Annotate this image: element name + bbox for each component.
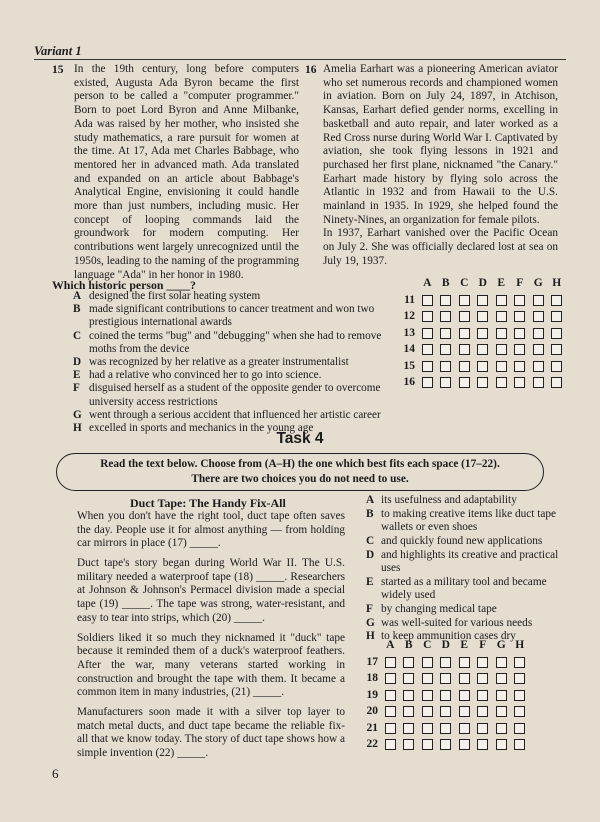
duct-paragraph-1: When you don't have the right tool, duct tape often saves the day. People use it for almost anything — from holding car mirrors in place (17) _____. xyxy=(77,510,345,550)
answer-checkbox[interactable] xyxy=(403,706,414,717)
answer-checkbox[interactable] xyxy=(422,361,433,372)
answer-checkbox[interactable] xyxy=(459,328,470,339)
grid-row xyxy=(358,687,529,704)
answer-checkbox[interactable] xyxy=(533,295,544,306)
answer-checkbox[interactable] xyxy=(514,328,525,339)
grid-column-letter: C xyxy=(460,277,469,290)
grid-column-letter: F xyxy=(516,277,524,290)
text-title: Duct Tape: The Handy Fix-All xyxy=(130,496,286,510)
grid-column-letter: A xyxy=(386,639,395,652)
answer-checkbox[interactable] xyxy=(422,295,433,306)
answer-checkbox[interactable] xyxy=(533,328,544,339)
answer-checkbox[interactable] xyxy=(385,657,396,668)
answer-checkbox[interactable] xyxy=(551,361,562,372)
answer-checkbox[interactable] xyxy=(514,723,525,734)
answer-checkbox[interactable] xyxy=(477,657,488,668)
answer-checkbox[interactable] xyxy=(496,723,507,734)
answer-checkbox[interactable] xyxy=(440,673,451,684)
choice-text: by changing medical tape xyxy=(381,602,497,615)
option-text: designed the first solar heating system xyxy=(89,290,261,302)
choice-text: started as a military tool and became widely used xyxy=(381,575,547,602)
choice-letter: A xyxy=(366,494,375,506)
answer-grid-17-22 xyxy=(358,637,529,753)
answer-checkbox[interactable] xyxy=(514,295,525,306)
answer-checkbox[interactable] xyxy=(496,377,507,388)
answer-checkbox[interactable] xyxy=(422,723,433,734)
grid-column-letter: H xyxy=(515,639,525,652)
answer-checkbox[interactable] xyxy=(496,706,507,717)
choice-text: and quickly found new applications xyxy=(381,534,543,547)
option-letter: C xyxy=(73,329,82,342)
grid-column-letter: D xyxy=(441,639,450,652)
answer-checkbox[interactable] xyxy=(422,377,433,388)
answer-checkbox[interactable] xyxy=(440,739,451,750)
answer-checkbox[interactable] xyxy=(385,673,396,684)
grid-corner xyxy=(358,637,381,654)
answer-checkbox[interactable] xyxy=(496,344,507,355)
answer-checkbox[interactable] xyxy=(422,344,433,355)
question-option xyxy=(75,290,395,303)
answer-checkbox[interactable] xyxy=(477,706,488,717)
answer-checkbox[interactable] xyxy=(459,361,470,372)
option-letter: B xyxy=(73,303,81,316)
grid-row-number: 12 xyxy=(403,310,415,323)
answer-checkbox[interactable] xyxy=(533,361,544,372)
grid-column-letter: B xyxy=(404,639,413,652)
gap-choice xyxy=(366,549,562,576)
answer-checkbox[interactable] xyxy=(551,295,562,306)
grid-row-number: 22 xyxy=(366,738,378,751)
grid-row-number: 19 xyxy=(366,688,378,701)
answer-checkbox[interactable] xyxy=(422,328,433,339)
answer-checkbox[interactable] xyxy=(514,377,525,388)
answer-checkbox[interactable] xyxy=(477,311,488,322)
answer-checkbox[interactable] xyxy=(477,739,488,750)
grid-column-letter: A xyxy=(423,277,432,290)
answer-checkbox[interactable] xyxy=(385,706,396,717)
answer-checkbox[interactable] xyxy=(477,723,488,734)
answer-checkbox[interactable] xyxy=(459,723,470,734)
duct-paragraph-3: Soldiers liked it so much they nicknamed it "duck" tape because it reminded them of a duck's waterproof feathers. After the war, many veterans started working in construction and brought the tape with them. It became a common item in many industries, (21) _____. xyxy=(77,631,345,699)
option-text: made significant contributions to cancer treatment and won two prestigious international awards xyxy=(89,303,375,329)
answer-checkbox[interactable] xyxy=(459,657,470,668)
text-15-paragraph: In the 19th century, long before computers existed, Augusta Ada Byron became the first person to be called a "computer programmer." Born to poet Lord Byron and Anne Milbanke, Ada was raised by her mother, who insisted she study mathematics, a rare pursuit for women at the time. At 17, Ada met Charles Babbage, who mentored her in advanced math. Ada translated and expanded on an article about Babbage's Analytical Engine, envisioning it could handle more than just numbers, including music. Her concept of looping commands laid the groundwork for modern computing. Her contributions went largely unrecognized until the 1950s, leading to the naming of the programming language "Ada" in her honor in 1980. xyxy=(74,63,299,281)
question-option xyxy=(75,369,395,382)
choice-letter: F xyxy=(366,602,373,615)
answer-checkbox[interactable] xyxy=(440,706,451,717)
answer-checkbox[interactable] xyxy=(459,311,470,322)
answer-checkbox[interactable] xyxy=(514,739,525,750)
grid-column-letter: B xyxy=(441,277,450,290)
text-16 xyxy=(323,63,558,269)
choice-letter: D xyxy=(366,548,375,561)
grid-row xyxy=(395,358,566,375)
grid-row-number: 11 xyxy=(404,293,415,306)
option-text: coined the terms "bug" and "debugging" when she had to remove moths from the device xyxy=(89,329,382,355)
variant-header: Variant 1 xyxy=(34,44,82,58)
option-text: was recognized by her relative as a greater instrumentalist xyxy=(89,356,349,369)
grid-row-number: 21 xyxy=(366,721,378,734)
instruction-line-1: Read the text below. Choose from (A–H) the one which best fits each space (17–22). xyxy=(100,458,500,470)
grid-row-number: 20 xyxy=(366,705,378,718)
answer-checkbox[interactable] xyxy=(533,311,544,322)
answer-checkbox[interactable] xyxy=(440,311,451,322)
instruction-line-2: There are two choices you do not need to use. xyxy=(191,473,409,485)
choice-letter: B xyxy=(366,507,374,520)
answer-checkbox[interactable] xyxy=(533,344,544,355)
answer-checkbox[interactable] xyxy=(403,723,414,734)
answer-checkbox[interactable] xyxy=(496,328,507,339)
choice-letter: G xyxy=(366,616,375,629)
answer-checkbox[interactable] xyxy=(440,344,451,355)
answer-checkbox[interactable] xyxy=(533,377,544,388)
grid-row xyxy=(358,703,529,720)
answer-checkbox[interactable] xyxy=(477,673,488,684)
answer-checkbox[interactable] xyxy=(514,706,525,717)
answer-checkbox[interactable] xyxy=(459,295,470,306)
gap-choice xyxy=(366,508,562,535)
question-option xyxy=(75,409,395,422)
answer-checkbox[interactable] xyxy=(440,328,451,339)
answer-checkbox[interactable] xyxy=(514,673,525,684)
choice-text: was well-suited for various needs xyxy=(381,616,533,629)
answer-checkbox[interactable] xyxy=(551,328,562,339)
text-number-15: 15 xyxy=(52,64,64,76)
answer-checkbox[interactable] xyxy=(422,657,433,668)
answer-checkbox[interactable] xyxy=(440,690,451,701)
answer-checkbox[interactable] xyxy=(477,690,488,701)
answer-checkbox[interactable] xyxy=(422,739,433,750)
answer-checkbox[interactable] xyxy=(440,361,451,372)
option-text: went through a serious accident that influenced her artistic career xyxy=(89,408,381,421)
answer-checkbox[interactable] xyxy=(477,295,488,306)
answer-checkbox[interactable] xyxy=(459,690,470,701)
answer-checkbox[interactable] xyxy=(422,673,433,684)
choice-letter: H xyxy=(366,630,375,643)
answer-checkbox[interactable] xyxy=(459,739,470,750)
gap-choices xyxy=(366,494,562,644)
grid-corner xyxy=(395,275,418,292)
grid-column-letter: G xyxy=(496,639,506,652)
answer-checkbox[interactable] xyxy=(385,723,396,734)
choice-letter: E xyxy=(366,575,374,588)
grid-column-letter: E xyxy=(497,277,506,290)
answer-checkbox[interactable] xyxy=(440,377,451,388)
text-15 xyxy=(74,63,299,282)
duct-tape-text xyxy=(77,510,345,767)
answer-checkbox[interactable] xyxy=(477,361,488,372)
grid-row-number: 13 xyxy=(403,326,415,339)
page-number: 6 xyxy=(52,766,59,781)
task-instruction-box xyxy=(56,453,544,491)
answer-checkbox[interactable] xyxy=(403,739,414,750)
duct-paragraph-4: Manufacturers soon made it with a silver top layer to match metal ducts, and duct tape became the reliable fix-all that we know today. The story of duct tape shows how a simple invention (22) _____. xyxy=(77,706,345,759)
answer-checkbox[interactable] xyxy=(496,361,507,372)
text-16-paragraph-2: In 1937, Earhart vanished over the Pacific Ocean on July 2. She was officially declared lost at sea on July 19, 1937. xyxy=(323,227,558,267)
answer-checkbox[interactable] xyxy=(514,657,525,668)
question-options xyxy=(75,290,395,435)
answer-checkbox[interactable] xyxy=(422,311,433,322)
question-option xyxy=(75,382,395,408)
answer-checkbox[interactable] xyxy=(551,311,562,322)
question-option xyxy=(75,330,395,356)
answer-checkbox[interactable] xyxy=(496,657,507,668)
answer-checkbox[interactable] xyxy=(440,657,451,668)
answer-checkbox[interactable] xyxy=(422,706,433,717)
choice-text: its usefulness and adaptability xyxy=(381,494,517,506)
answer-checkbox[interactable] xyxy=(514,311,525,322)
grid-row xyxy=(358,670,529,687)
gap-choice xyxy=(366,535,562,548)
grid-column-letter: C xyxy=(423,639,432,652)
option-letter: F xyxy=(73,382,80,395)
answer-checkbox[interactable] xyxy=(459,377,470,388)
answer-checkbox[interactable] xyxy=(422,690,433,701)
answer-checkbox[interactable] xyxy=(514,344,525,355)
choice-text: to making creative items like duct tape wallets or even shoes xyxy=(381,507,557,534)
answer-checkbox[interactable] xyxy=(385,690,396,701)
option-letter: G xyxy=(73,408,82,421)
option-letter: H xyxy=(73,422,82,435)
answer-checkbox[interactable] xyxy=(514,690,525,701)
grid-row xyxy=(395,374,566,391)
grid-column-letter: E xyxy=(460,639,469,652)
grid-row xyxy=(395,308,566,325)
answer-checkbox[interactable] xyxy=(551,377,562,388)
answer-checkbox[interactable] xyxy=(477,328,488,339)
answer-checkbox[interactable] xyxy=(477,377,488,388)
grid-row-number: 17 xyxy=(366,655,378,668)
answer-checkbox[interactable] xyxy=(496,739,507,750)
answer-checkbox[interactable] xyxy=(496,295,507,306)
answer-checkbox[interactable] xyxy=(403,673,414,684)
grid-row xyxy=(395,292,566,309)
gap-choice xyxy=(366,576,562,603)
answer-checkbox[interactable] xyxy=(440,295,451,306)
grid-column-letter: H xyxy=(552,277,562,290)
text-number-16: 16 xyxy=(305,64,317,76)
gap-choice xyxy=(366,494,562,507)
header-rule xyxy=(34,59,566,60)
grid-column-letter: D xyxy=(478,277,487,290)
choice-text: to keep ammunition cases dry xyxy=(381,630,516,643)
choice-letter: C xyxy=(366,534,375,547)
grid-row-number: 18 xyxy=(366,672,378,685)
answer-checkbox[interactable] xyxy=(459,673,470,684)
grid-row xyxy=(395,325,566,342)
answer-grid-11-16 xyxy=(395,275,566,391)
question-title: Which historic person ____? xyxy=(52,278,196,292)
answer-checkbox[interactable] xyxy=(459,706,470,717)
grid-column-letter: F xyxy=(479,639,487,652)
grid-row-number: 16 xyxy=(403,376,415,389)
grid-row xyxy=(358,654,529,671)
answer-checkbox[interactable] xyxy=(496,311,507,322)
gap-choice xyxy=(366,603,562,616)
grid-row xyxy=(358,720,529,737)
answer-checkbox[interactable] xyxy=(496,673,507,684)
option-text: disguised herself as a student of the opposite gender to overcome university access restrictions xyxy=(89,382,381,408)
task-title: Task 4 xyxy=(276,430,324,447)
question-option xyxy=(75,303,395,329)
grid-column-letter: G xyxy=(533,277,543,290)
grid-row xyxy=(358,736,529,753)
grid-row xyxy=(395,341,566,358)
text-16-paragraph-1: Amelia Earhart was a pioneering American aviator who set numerous records and championed women in aviation. Born on July 24, 1897, in Atchison, Kansas, Earhart defied gender norms, excelling in basketball and auto repair, and later worked as a Red Cross nurse during World War I. Captivated by aviation, she took flying lessons in 1921 and purchased her first plane, nicknamed "the Canary." Earhart made history by flying solo across the Atlantic in 1932 and from Hawaii to the U.S. mainland in 1935. In 1929, she helped found the Ninety-Nines, an organization for female pilots. xyxy=(323,63,558,226)
answer-checkbox[interactable] xyxy=(477,344,488,355)
duct-paragraph-2: Duct tape's story began during World War II. The U.S. military needed a waterproof tape (18) _____. Researchers at Johnson & Johnson's Permacel division made a special tape (19) _____. The tape was strong, water-resistant, and easy to tear into strips, which (20) _____. xyxy=(77,557,345,624)
answer-checkbox[interactable] xyxy=(514,361,525,372)
answer-checkbox[interactable] xyxy=(403,657,414,668)
option-text: had a relative who convinced her to go into science. xyxy=(89,369,322,382)
option-letter: A xyxy=(73,290,82,302)
answer-checkbox[interactable] xyxy=(385,739,396,750)
gap-choice xyxy=(366,617,562,630)
answer-checkbox[interactable] xyxy=(440,723,451,734)
answer-checkbox[interactable] xyxy=(459,344,470,355)
option-text: excelled in sports and mechanics in the young age xyxy=(89,422,314,435)
grid-row-number: 14 xyxy=(403,343,415,356)
option-letter: E xyxy=(73,369,81,382)
grid-row-number: 15 xyxy=(403,359,415,372)
choice-text: and highlights its creative and practical uses xyxy=(381,548,559,574)
answer-checkbox[interactable] xyxy=(403,690,414,701)
question-option xyxy=(75,356,395,369)
answer-checkbox[interactable] xyxy=(551,344,562,355)
option-letter: D xyxy=(73,356,82,369)
answer-checkbox[interactable] xyxy=(496,690,507,701)
